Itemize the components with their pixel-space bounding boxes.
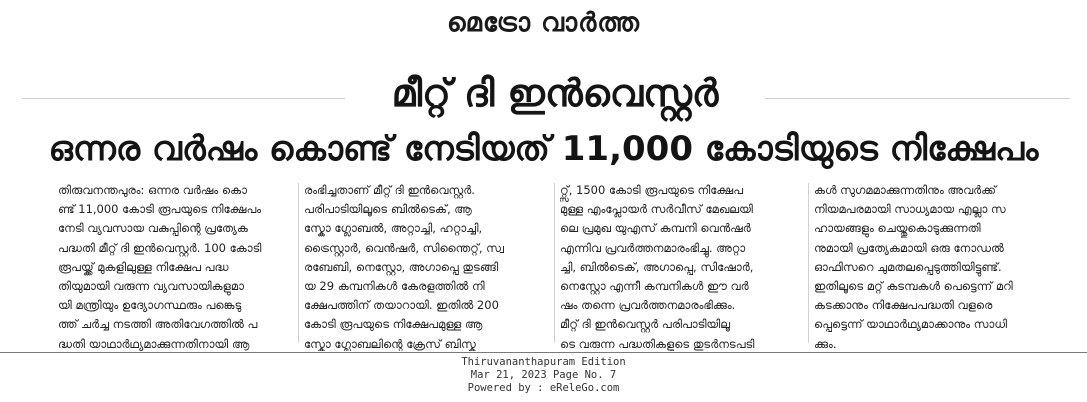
column-line: സ്കോ ഗ്ലോബൽ, അറ്റാച്ചി, ഹറ്റാച്ചി, bbox=[304, 221, 483, 236]
column-line: ടെ വരുന്ന പദ്ധതികളുടെ തുടർനടപടി bbox=[560, 336, 755, 351]
column-line: മുള്ള എംപ്ലോയർ സർവീസ് മേഖലയി bbox=[560, 202, 753, 217]
column-line: റ്റ്സ്, 1500 കോടി രൂപയുടെ നിക്ഷേപ bbox=[560, 183, 744, 197]
column-line: നേടി വ്യവസായ വകുപ്പിന്റെ പ്രത്യേക bbox=[58, 221, 248, 236]
column-line: പദ്ധതി മീറ്റ് ദി ഇൻവെസ്റ്റർ. 100 കോടി bbox=[58, 240, 262, 255]
masthead-title: മെട്രോ വാർത്ത bbox=[447, 8, 640, 38]
column-line: യ 29 കമ്പനികൾ കേരളത്തിൽ നി bbox=[304, 279, 485, 294]
column-line: നിയമപരമായി സാധ്യമായ എല്ലാ സ bbox=[814, 202, 1006, 217]
column-line: ച്ചി, ബിൽടെക്, അഗാപ്പെ, സിഷോർ, bbox=[560, 259, 754, 274]
column-line: ക്ഷേപത്തിന് തയാറായി. ഇതിൽ 200 bbox=[304, 298, 499, 313]
article-column-1 bbox=[58, 181, 296, 351]
section-kicker: മീറ്റ് ദി ഇൻവെസ്റ്റർ bbox=[345, 66, 765, 120]
column-line: പരിപാടിയിലൂടെ ബിൽടെക്, ആ bbox=[304, 202, 472, 217]
column-line: കടക്കാനും നിക്ഷേപപദ്ധതി വളരെ bbox=[814, 298, 993, 313]
column-line: കോടി രൂപയുടെ നിക്ഷേപമുള്ള ആ bbox=[304, 317, 483, 332]
column-line: കൾ സുഗമമാക്കുന്നതിനും അവർക്ക് bbox=[814, 183, 996, 197]
column-line: നുമായി പ്രത്യേകമായി ഒരു നോഡൽ bbox=[814, 240, 1004, 255]
column-line: രൂപയ്ക്ക് മുകളിലുള്ള നിക്ഷേപ പദ്ധ bbox=[58, 259, 229, 274]
column-line: ണ്ട് 11,000 കോടി രൂപയുടെ നിക്ഷേപം bbox=[58, 202, 262, 217]
column-line: ഷം തന്നെ പ്രവർത്തനമാരംഭിക്കും. bbox=[560, 298, 736, 313]
column-line: തിയുമായി വരുന്ന വ്യവസായികളുമാ bbox=[58, 279, 244, 294]
column-divider bbox=[554, 183, 555, 343]
column-line: സ്കോ ഗ്ലോബലിന്റെ ക്രേസ് ബിസ്ക bbox=[304, 336, 476, 351]
column-line: ട്രൈസ്റ്റാർ, വെൻഷർ, സിന്തൈറ്റ്, സ്വ bbox=[304, 240, 504, 255]
date-page-label: Mar 21, 2023 Page No. 7 bbox=[470, 369, 617, 381]
powered-by-label: Powered by : eReleGo.com bbox=[467, 382, 620, 394]
column-line: ഓഫിസറെ ചുമതലപ്പെടുത്തിയിട്ടുണ്ട്. bbox=[814, 259, 1002, 274]
column-line: ക്കും. bbox=[814, 336, 837, 351]
column-line: പ്പെട്ടെന്ന് യാഥാർഥ്യമാക്കാനും സാധി bbox=[814, 317, 1008, 332]
column-line: രബേബി, നെസ്റ്റോ, അഗാപ്പെ തുടങ്ങി bbox=[304, 259, 499, 274]
column-line: ഇതിലൂടെ മറ്റ് കടമ്പകൾ പെട്ടെന്ന് മറി bbox=[814, 279, 1013, 294]
column-line: ഹായങ്ങളും ചെയ്തുകൊടുക്കുന്നതി bbox=[814, 221, 981, 236]
column-divider bbox=[808, 183, 809, 343]
edition-label: Thiruvananthapuram Edition bbox=[461, 356, 626, 368]
article-column-3 bbox=[560, 181, 798, 351]
column-line: ത്ത് ചർച്ച നടത്തി അതിവേഗത്തിൽ പ bbox=[58, 317, 258, 332]
footer-rule bbox=[0, 352, 1087, 353]
column-line: എന്നിവ പ്രവർത്തനമാരംഭിച്ചു. അറ്റാ bbox=[560, 240, 746, 255]
page-footer bbox=[0, 356, 1087, 395]
column-line: മീറ്റ് ദി ഇൻവെസ്റ്റർ പരിപാടിയിലൂ bbox=[560, 317, 731, 332]
column-line: തിരുവനന്തപുരം: ഒന്നര വർഷം കൊ bbox=[58, 183, 247, 197]
article-column-4 bbox=[814, 181, 1052, 351]
article-body bbox=[58, 181, 1038, 351]
column-line: രംഭിച്ചതാണ് മീറ്റ് ദി ഇൻവെസ്റ്റർ. bbox=[304, 183, 475, 197]
column-line: ലെ പ്രമുഖ യുഎസ് കമ്പനി വെൻഷർ bbox=[560, 221, 751, 236]
column-divider bbox=[298, 183, 299, 343]
article-column-2 bbox=[304, 181, 542, 351]
column-line: യി മന്ത്രിയും ഉദ്യോഗസ്ഥരും പങ്കെടു bbox=[58, 298, 242, 313]
article-headline: ഒന്നര വർഷം കൊണ്ട് നേടിയത് 11,000 കോടിയുടെ നിക്ഷേപം bbox=[48, 129, 1039, 169]
column-line: നെസ്റ്റോ എന്നീ കമ്പനികൾ ഈ വർ bbox=[560, 279, 749, 294]
column-line: ദ്ധതി യാഥാർഥ്യമാക്കുന്നതിനായി ആ bbox=[58, 336, 250, 351]
